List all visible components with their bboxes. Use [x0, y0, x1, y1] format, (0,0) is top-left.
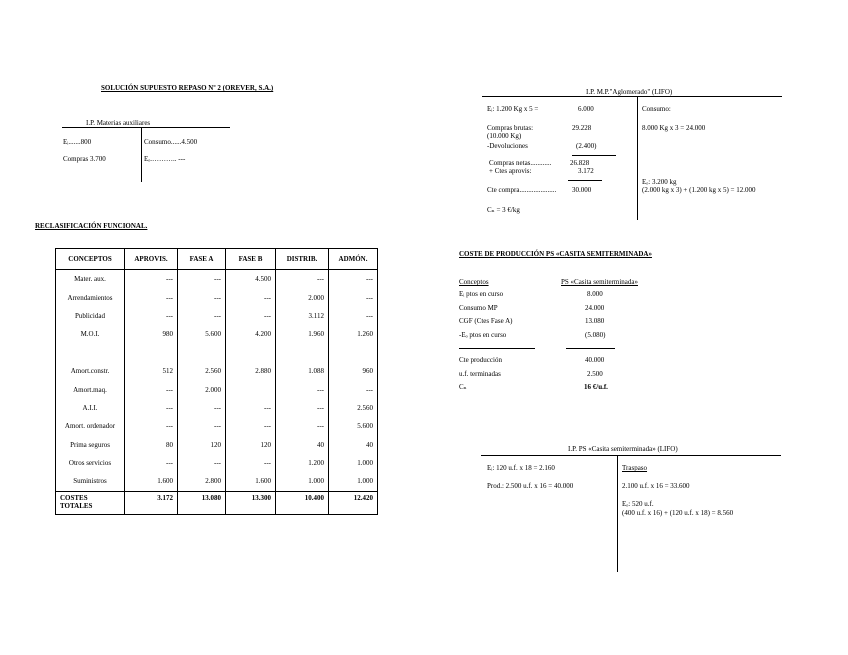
total-row: [56, 491, 378, 514]
row-concept: Otros servicios: [56, 454, 125, 472]
aux-account-hline: [62, 127, 230, 128]
table-cell: 4.200: [226, 325, 276, 343]
table-cell: 960: [329, 362, 378, 380]
column-header: FASE B: [226, 249, 276, 270]
coste-col-header: Conceptos: [459, 278, 489, 286]
table-cell: 1.088: [276, 362, 329, 380]
table-cell: [178, 344, 226, 362]
row-concept: Publicidad: [56, 307, 125, 325]
column-header: DISTRIB.: [276, 249, 329, 270]
table-cell: 3.112: [276, 307, 329, 325]
table-cell: 120: [226, 436, 276, 454]
table-cell: 5.600: [329, 417, 378, 435]
table-cell: ---: [125, 307, 178, 325]
table-cell: [125, 344, 178, 362]
table-row: [56, 307, 378, 325]
table-cell: 1.000: [329, 472, 378, 491]
ps-debit-line: Prod.: 2.500 u.f. x 16 = 40.000: [487, 482, 574, 490]
coste-value: (5.080): [585, 331, 606, 339]
mp-debit-label: Cte compra.....................: [487, 186, 557, 194]
mp-subtotal-line: [568, 180, 602, 181]
column-header: FASE A: [178, 249, 226, 270]
row-concept: M.O.I.: [56, 325, 125, 343]
table-cell: ---: [178, 270, 226, 289]
coste-col-header: PS «Casita semiterminada»: [561, 278, 638, 286]
ps-credit-line: Traspaso: [622, 464, 648, 472]
table-cell: 2.000: [276, 288, 329, 306]
reclass-table: [55, 248, 378, 515]
table-header-row: [56, 249, 378, 270]
table-cell: 2.560: [329, 399, 378, 417]
mp-debit-value: 3.172: [578, 167, 594, 175]
row-concept: Prima seguros: [56, 436, 125, 454]
row-concept: Mater. aux.: [56, 270, 125, 289]
table-cell: ---: [226, 417, 276, 435]
row-concept: [56, 344, 125, 362]
mp-debit-value: (2.400): [576, 142, 597, 150]
row-concept: Amort.maq.: [56, 380, 125, 398]
total-cell: 13.080: [178, 491, 226, 514]
table-row: [56, 436, 378, 454]
mp-debit-label: (10.000 Kg): [487, 132, 522, 140]
table-cell: ---: [178, 288, 226, 306]
total-cell: 10.400: [276, 491, 329, 514]
column-header: CONCEPTOS: [56, 249, 125, 270]
ps-credit-line: 2.100 u.f. x 16 = 33.600: [622, 482, 690, 490]
aux-debit-line: Eᵢ.......800: [63, 138, 92, 146]
coste-concept: Cte producción: [459, 356, 502, 364]
mp-debit-label: Eᵢ: 1.200 Kg x 5 =: [487, 105, 539, 113]
mp-debit-label: + Ctes aprovis:: [489, 167, 532, 175]
total-cell: 12.420: [329, 491, 378, 514]
table-cell: 40: [329, 436, 378, 454]
ps-account-hline: [481, 455, 781, 456]
table-cell: [226, 380, 276, 398]
row-concept: Amort.constr.: [56, 362, 125, 380]
table-cell: ---: [329, 307, 378, 325]
table-cell: ---: [178, 399, 226, 417]
table-cell: 1.000: [329, 454, 378, 472]
aux-debit-line: Compras 3.700: [63, 155, 106, 163]
mp-account-hline: [482, 96, 782, 97]
table-row: [56, 270, 378, 289]
column-header: APROVIS.: [125, 249, 178, 270]
mp-credit-line: (2.000 kg x 3) + (1.200 kg x 5) = 12.000: [642, 186, 756, 194]
mp-account-title: I.P. M.P."Aglomerado" (LIFO): [586, 88, 673, 96]
mp-debit-value: 6.000: [578, 105, 594, 113]
table-row: [56, 325, 378, 343]
coste-value: 2.500: [587, 370, 603, 378]
table-cell: 80: [125, 436, 178, 454]
table-cell: 2.880: [226, 362, 276, 380]
coste-value: 13.080: [585, 317, 605, 325]
table-cell: ---: [178, 417, 226, 435]
table-cell: ---: [226, 288, 276, 306]
mp-subtotal-line: [572, 155, 616, 156]
mp-credit-line: Eₒ: 3.200 kg: [642, 178, 677, 186]
table-cell: 980: [125, 325, 178, 343]
table-cell: ---: [125, 454, 178, 472]
table-row: [56, 417, 378, 435]
ps-account-vline: [617, 455, 618, 572]
total-label: COSTES TOTALES: [56, 491, 125, 514]
table-cell: [226, 344, 276, 362]
table-cell: ---: [329, 288, 378, 306]
table-row: [56, 454, 378, 472]
reclass-title: RECLASIFICACIÓN FUNCIONAL.: [35, 222, 148, 230]
coste-value: 40.000: [585, 356, 605, 364]
coste-separator: [566, 348, 615, 349]
ps-debit-line: Eᵢ: 120 u.f. x 18 = 2.160: [487, 464, 555, 472]
mp-debit-label: -Devoluciones: [487, 142, 528, 150]
mp-credit-line: Consumo:: [642, 105, 671, 113]
aux-credit-line: Consumo......4.500: [144, 138, 198, 146]
coste-concept: -Eₒ ptos en curso: [459, 331, 507, 339]
ps-credit-line: (400 u.f. x 16) + (120 u.f. x 18) = 8.560: [622, 509, 734, 517]
table-cell: ---: [125, 270, 178, 289]
coste-concept: u.f. terminadas: [459, 370, 501, 378]
row-concept: Arrendamientos: [56, 288, 125, 306]
table-cell: ---: [276, 399, 329, 417]
table-cell: 1.260: [329, 325, 378, 343]
row-concept: Suministros: [56, 472, 125, 491]
table-cell: ---: [329, 270, 378, 289]
coste-title: COSTE DE PRODUCCIÓN PS «CASITA SEMITERMINADA»: [459, 250, 652, 258]
aux-account-title: I.P. Materias auxiliares: [86, 119, 151, 127]
table-row: [56, 362, 378, 380]
table-cell: ---: [276, 380, 329, 398]
table-cell: 120: [178, 436, 226, 454]
coste-concept: Cₙ: [459, 383, 467, 391]
mp-debit-value: 29.228: [572, 124, 592, 132]
table-cell: ---: [226, 454, 276, 472]
table-row: [56, 380, 378, 398]
table-cell: [276, 344, 329, 362]
mp-debit-value: 26.828: [570, 159, 590, 167]
table-cell: 1.600: [125, 472, 178, 491]
column-header: ADMÓN.: [329, 249, 378, 270]
table-cell: ---: [276, 270, 329, 289]
table-cell: 4.500: [226, 270, 276, 289]
table-cell: 2.800: [178, 472, 226, 491]
table-cell: 5.600: [178, 325, 226, 343]
table-cell: ---: [178, 307, 226, 325]
table-row: [56, 344, 378, 362]
table-cell: ---: [276, 417, 329, 435]
table-row: [56, 288, 378, 306]
mp-debit-label: Compras netas............: [489, 159, 552, 167]
table-cell: ---: [226, 399, 276, 417]
table-row: [56, 399, 378, 417]
coste-separator: [459, 348, 535, 349]
table-cell: 1.000: [276, 472, 329, 491]
table-cell: 512: [125, 362, 178, 380]
aux-credit-line: Eₒ.……….. ---: [144, 155, 186, 163]
table-cell: 1.960: [276, 325, 329, 343]
table-cell: ---: [178, 454, 226, 472]
table-cell: 40: [276, 436, 329, 454]
row-concept: A.I.I.: [56, 399, 125, 417]
total-cell: 13.300: [226, 491, 276, 514]
mp-unit-cost: Cₙ = 3 €/kg: [487, 206, 520, 214]
table-cell: 2.000: [178, 380, 226, 398]
coste-concept: Consumo MP: [459, 304, 498, 312]
mp-debit-label: Compras brutas:: [487, 124, 534, 132]
page-title: SOLUCIÓN SUPUESTO REPASO Nº 2 (OREVER, S.A.): [101, 84, 274, 92]
table-cell: 1.200: [276, 454, 329, 472]
aux-account-vline: [141, 127, 142, 182]
table-cell: 1.600: [226, 472, 276, 491]
table-cell: ---: [226, 307, 276, 325]
table-cell: ---: [329, 380, 378, 398]
coste-concept: Eᵢ ptos en curso: [459, 290, 504, 298]
coste-value: 8.000: [587, 290, 603, 298]
mp-credit-line: 8.000 Kg x 3 = 24.000: [642, 124, 706, 132]
table-cell: ---: [125, 399, 178, 417]
table-row: [56, 472, 378, 491]
table-cell: ---: [125, 417, 178, 435]
coste-value: 16 €/u.f.: [584, 383, 608, 391]
mp-account-vline: [637, 96, 638, 220]
table-cell: 2.560: [178, 362, 226, 380]
table-cell: ---: [125, 288, 178, 306]
table-cell: [329, 344, 378, 362]
mp-debit-value: 30.000: [572, 186, 592, 194]
coste-concept: CGF (Ctes Fase A): [459, 317, 513, 325]
total-cell: 3.172: [125, 491, 178, 514]
ps-account-title: I.P. PS «Casita semiterminada» (LIFO): [568, 445, 678, 453]
ps-credit-line: Eₒ: 520 u.f.: [622, 500, 654, 508]
row-concept: Amort. ordenador: [56, 417, 125, 435]
coste-value: 24.000: [585, 304, 605, 312]
table-cell: ---: [125, 380, 178, 398]
